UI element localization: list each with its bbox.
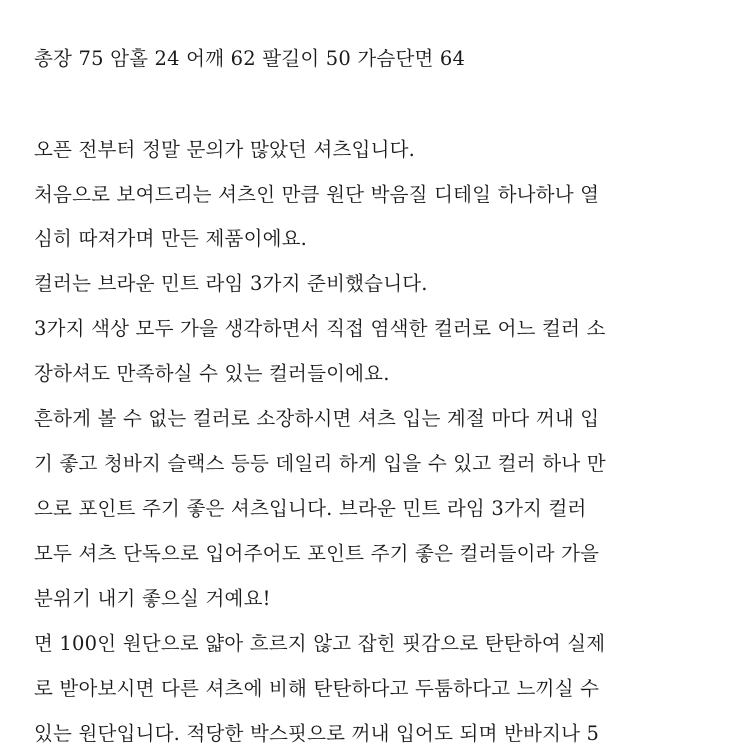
description-line: 로 받아보시면 다른 셔츠에 비해 탄탄하다고 두툼하다고 느끼실 수 xyxy=(34,677,600,700)
description-line: 기 좋고 청바지 슬랙스 등등 데일리 하게 입을 수 있고 컬러 하나 만 xyxy=(34,452,606,475)
description-line: 분위기 내기 좋으실 거예요! xyxy=(34,587,271,610)
description-line: 3가지 색상 모두 가을 생각하면서 직접 염색한 컬러로 어느 컬러 소 xyxy=(34,317,606,340)
description-line: 면 100인 원단으로 얇아 흐르지 않고 잡힌 핏감으로 탄탄하여 실제 xyxy=(34,632,606,655)
description-line: 심히 따져가며 만든 제품이에요. xyxy=(34,227,308,250)
measurements-line: 총장 75 암홀 24 어깨 62 팔길이 50 가슴단면 64 xyxy=(34,47,466,70)
description-line: 으로 포인트 주기 좋은 셔츠입니다. 브라운 민트 라임 3가지 컬러 xyxy=(34,497,587,520)
description-line: 장하셔도 만족하실 수 있는 컬러들이에요. xyxy=(34,362,390,385)
description-line: 컬러는 브라운 민트 라임 3가지 준비했습니다. xyxy=(34,272,428,295)
description-line: 처음으로 보여드리는 셔츠인 만큼 원단 박음질 디테일 하나하나 열 xyxy=(34,183,600,206)
description-line: 모두 셔츠 단독으로 입어주어도 포인트 주기 좋은 컬러들이라 가을 xyxy=(34,542,600,565)
description-line: 있는 원단입니다. 적당한 박스핏으로 꺼내 입어도 되며 반바지나 5 xyxy=(34,722,600,745)
description-line: 흔하게 볼 수 없는 컬러로 소장하시면 셔츠 입는 계절 마다 꺼내 입 xyxy=(34,407,600,430)
description-line: 오픈 전부터 정말 문의가 많았던 셔츠입니다. xyxy=(34,138,416,161)
